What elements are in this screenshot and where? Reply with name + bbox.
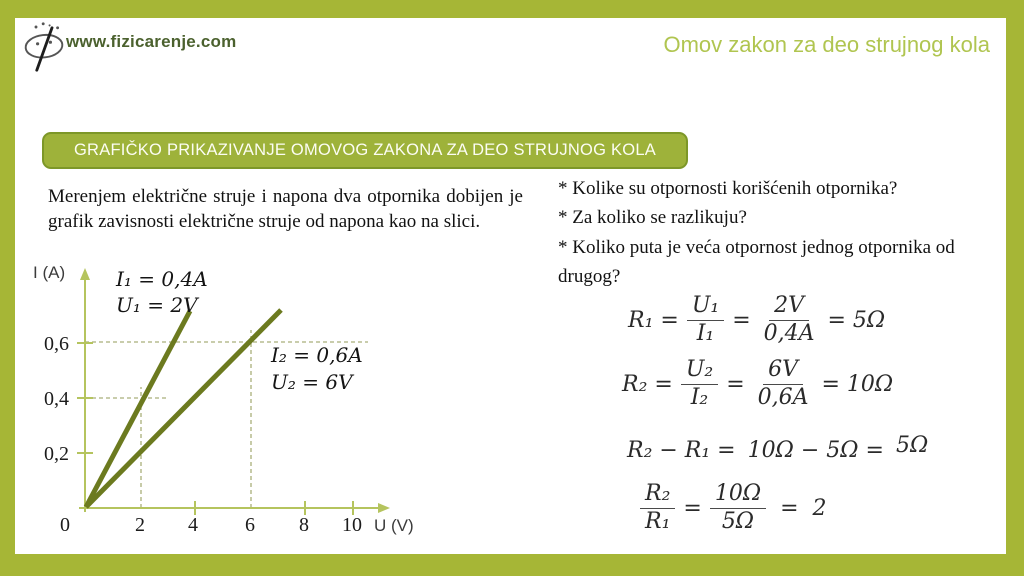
formula-ratio-frac-values: $\frac{10\Omega}{5\Omega}$ <box>710 482 766 534</box>
formula-diff-result: 5Ω <box>895 433 929 458</box>
equals-sign: = <box>732 307 751 333</box>
x-tick-6: 6 <box>245 514 255 536</box>
annotation-u1: U₁ = 2V <box>116 293 198 317</box>
iu-graph <box>20 258 440 550</box>
questions-block <box>558 174 1010 292</box>
question-1: * Kolike su otpornosti korišćenih otpornika? <box>558 178 898 199</box>
formula-diff-lhs: R₂ − R₁ = <box>627 438 736 463</box>
x-axis-arrow-icon <box>378 503 390 513</box>
fizicarenje-logo-icon <box>20 20 68 74</box>
intro-paragraph: Merenjem električne struje i napona dva otpornika dobijen je grafik zavisnosti električne struje od napona kao na slici. <box>48 186 523 233</box>
formula-r2-lhs: R₂ = <box>622 371 673 397</box>
formula-ratio-value: 2 <box>812 495 827 521</box>
section-banner <box>42 132 688 169</box>
equals-sign: = <box>683 495 702 521</box>
line-resistor-2 <box>86 310 281 507</box>
slide-border-left <box>0 0 15 576</box>
question-2: * Za koliko se razlikuju? <box>558 207 747 229</box>
formula-ratio <box>640 482 827 534</box>
equals-sign: = <box>726 371 745 397</box>
annotation-i2: I₂ = 0,6A <box>271 343 363 367</box>
y-axis-arrow-icon <box>80 268 90 280</box>
lesson-title: Omov zakon za deo strujnog kola <box>663 32 990 57</box>
x-tick-2: 2 <box>135 514 145 536</box>
slide-border-top <box>0 0 1024 18</box>
question-3: * Koliko puta je veća otpornost jednog otpornika od drugog? <box>558 236 955 288</box>
formula-r1-frac-values: $\frac{2V}{0,4A}$ <box>763 293 815 346</box>
annotation-i1: I₁ = 0,4A <box>116 267 208 291</box>
formula-diff-mid: 10Ω − 5Ω = <box>747 438 884 463</box>
formula-difference <box>627 433 929 463</box>
y-axis-label: I (A) <box>33 263 66 282</box>
y-tick-02: 0,2 <box>44 443 69 465</box>
formula-r2 <box>622 358 893 410</box>
formula-r1 <box>628 294 885 346</box>
y-tick-04: 0,4 <box>44 388 69 410</box>
section-banner-label: GRAFIČKO PRIKAZIVANJE OMOVOG ZAKONA ZA DEO STRUJNOG KOLA <box>73 141 657 159</box>
formula-r2-frac-symbols: $\frac{\text{U₂}}{\text{I₂}}$ <box>681 358 718 410</box>
x-tick-8: 8 <box>299 514 309 536</box>
formula-r2-result: = 10Ω <box>821 371 894 397</box>
formula-r1-frac-symbols: $\frac{\text{U₁}}{\text{I₁}}$ <box>687 294 724 346</box>
x-axis-label: U (V) <box>374 516 414 535</box>
y-tick-06: 0,6 <box>44 333 69 355</box>
formula-r2-frac-values: $\frac{6V}{0,6A}$ <box>757 357 809 410</box>
equals-sign: = <box>780 495 799 521</box>
line-resistor-1 <box>86 311 190 507</box>
formula-r1-result: = 5Ω <box>827 307 886 333</box>
origin-tick-label: 0 <box>60 514 70 536</box>
site-url-label: www.fizicarenje.com <box>66 32 237 51</box>
x-tick-10: 10 <box>342 514 362 536</box>
x-tick-4: 4 <box>188 514 198 536</box>
slide-border-bottom <box>0 554 1024 576</box>
formula-ratio-frac-symbols: $\frac{\text{R₂}}{\text{R₁}}$ <box>640 482 675 534</box>
formula-r1-lhs: R₁ = <box>628 307 679 333</box>
annotation-u2: U₂ = 6V <box>271 370 353 394</box>
